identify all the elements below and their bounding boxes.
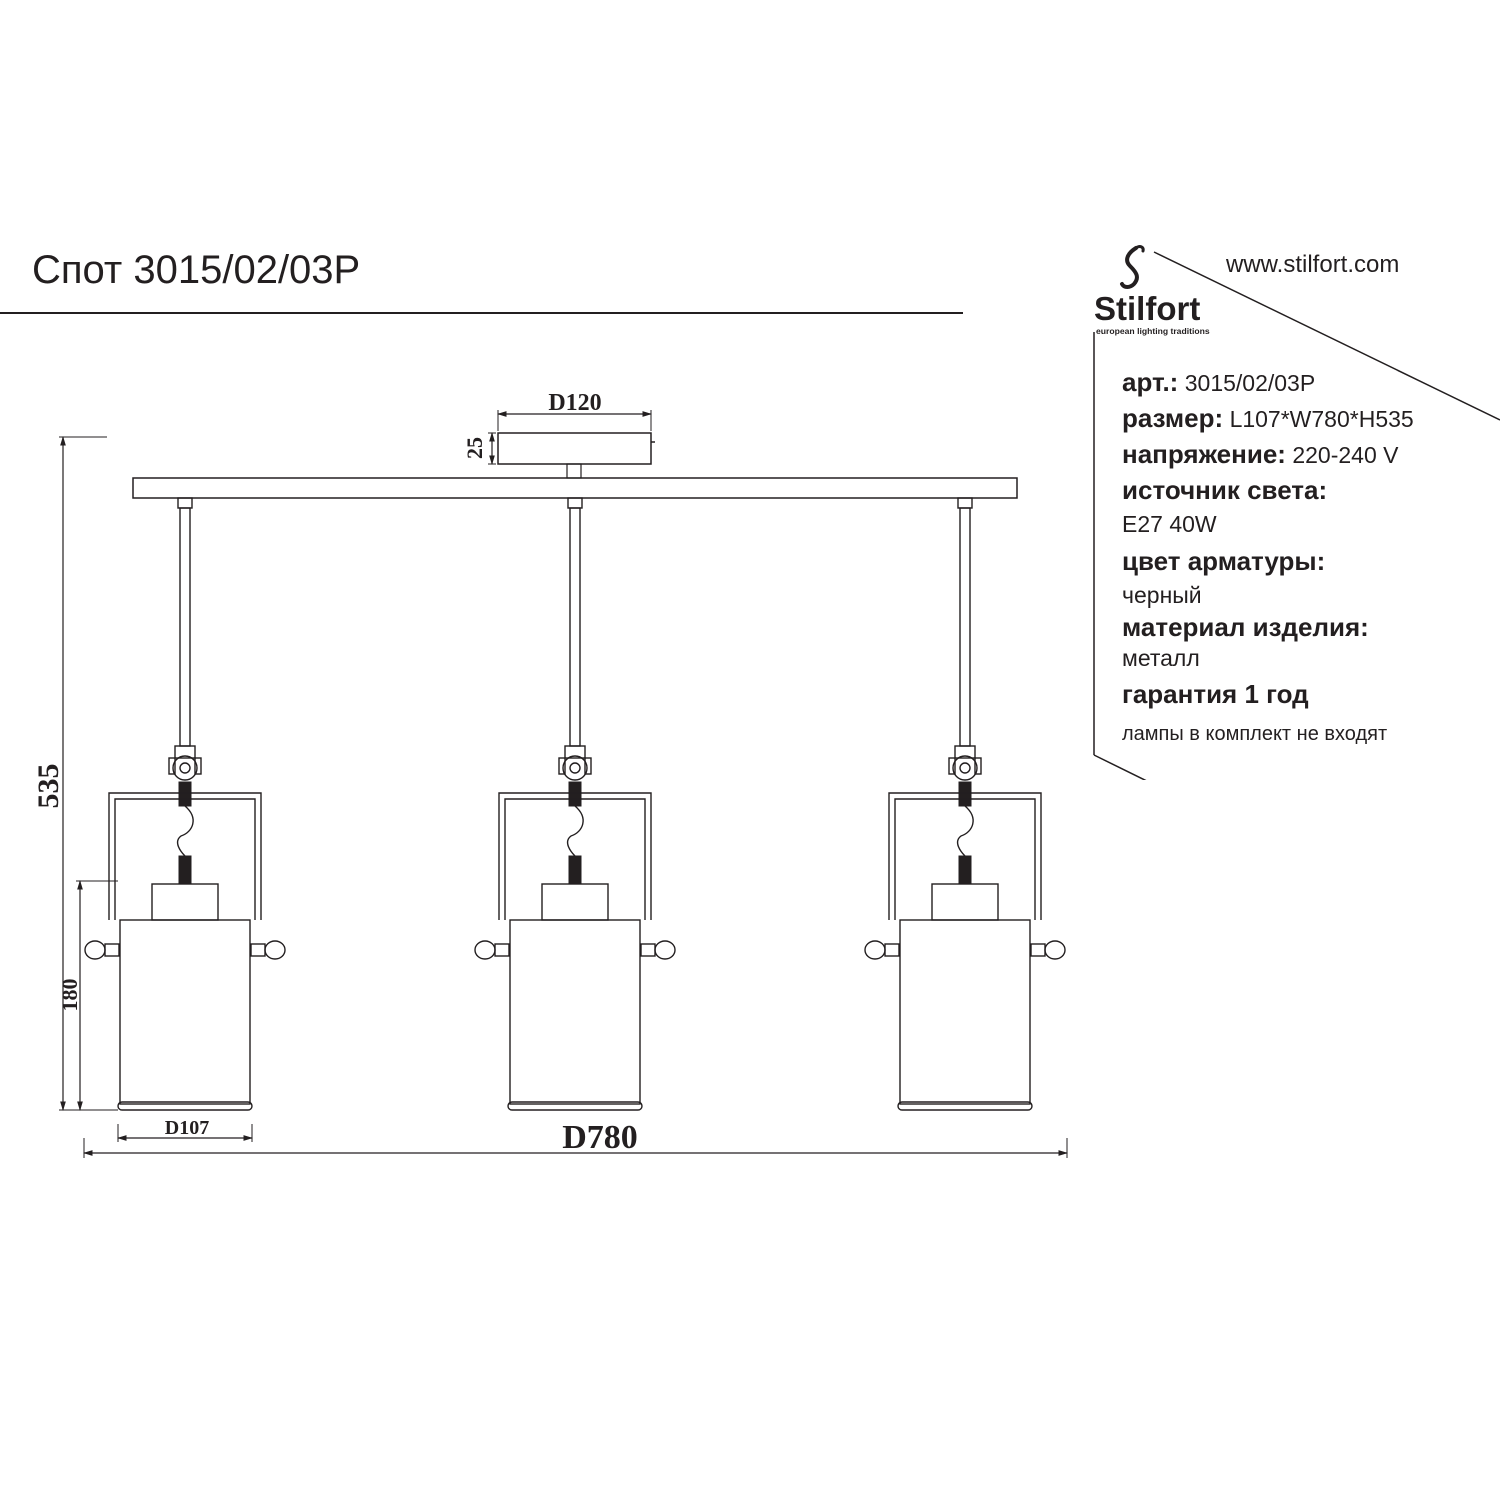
pivot-bolt-left <box>105 944 119 956</box>
shade-body <box>900 920 1030 1104</box>
spec-voltage-value: 220-240 V <box>1292 442 1399 468</box>
brand-name: Stilfort <box>1094 290 1201 327</box>
spec-size-value: L107*W780*H535 <box>1229 406 1414 432</box>
spec-article <box>1122 368 1315 397</box>
suspension-rod <box>180 508 190 746</box>
spec-voltage <box>1122 440 1398 469</box>
swivel-ring <box>953 756 977 780</box>
suspension-rod <box>570 508 580 746</box>
cable-gland-upper <box>569 782 581 806</box>
socket-cap <box>932 884 998 920</box>
spec-material-label-text: материал изделия: <box>1122 612 1369 642</box>
cable-gland-lower <box>959 856 971 884</box>
swivel-pin <box>570 763 580 773</box>
dimension-shade-diameter: D107 <box>164 1117 210 1139</box>
pivot-bolt-left <box>495 944 509 956</box>
rod-joint <box>958 498 972 508</box>
adjustment-knob-left <box>85 941 105 959</box>
spec-fitting-color-value: черный <box>1122 582 1202 608</box>
cable-gland-upper <box>179 782 191 806</box>
dimension-canopy-diameter: D120 <box>548 390 602 416</box>
shade-body <box>120 920 250 1104</box>
adjustment-knob-right <box>1045 941 1065 959</box>
spec-article-label: арт.: <box>1122 367 1179 397</box>
adjustment-knob-left <box>865 941 885 959</box>
pendant-spot-1 <box>85 498 285 1110</box>
mounting-bar <box>133 478 1017 498</box>
dimension-total-height: 535 <box>32 763 65 809</box>
dimension-shade-height: 180 <box>57 978 82 1012</box>
canopy-stem <box>567 464 581 478</box>
spec-fitting-color-label-text: цвет арматуры: <box>1122 546 1326 576</box>
spec-warranty-label: гарантия 1 год <box>1122 679 1309 709</box>
shade-rim <box>898 1102 1032 1110</box>
spec-article-value: 3015/02/03P <box>1184 370 1316 396</box>
spec-size <box>1122 404 1414 433</box>
spec-warranty <box>1122 680 1309 709</box>
swivel-pin <box>180 763 190 773</box>
rod-joint <box>178 498 192 508</box>
spec-light-source-label-text: источник света: <box>1122 475 1328 505</box>
pendant-spot-3 <box>865 498 1065 1110</box>
dimension-canopy-height: 25 <box>462 437 487 459</box>
swivel-ring <box>563 756 587 780</box>
spec-fitting-color-label <box>1122 547 1325 576</box>
page-title: Спот 3015/02/03P <box>32 248 361 292</box>
suspension-rod <box>960 508 970 746</box>
swivel-pin <box>960 763 970 773</box>
adjustment-knob-right <box>265 941 285 959</box>
spec-material-label <box>1122 613 1369 642</box>
pivot-bolt-right <box>641 944 655 956</box>
pivot-bolt-right <box>1031 944 1045 956</box>
spec-light-source-label <box>1122 476 1327 505</box>
cable-gland-upper <box>959 782 971 806</box>
canopy <box>498 433 651 464</box>
shade-rim <box>508 1102 642 1110</box>
spec-note: лампы в комплект не входят <box>1122 723 1388 745</box>
shade-rim <box>118 1102 252 1110</box>
lamp-group <box>85 498 1065 1110</box>
rod-joint <box>568 498 582 508</box>
power-cable <box>958 806 974 856</box>
pivot-bolt-left <box>885 944 899 956</box>
spec-material-value: металл <box>1122 645 1200 671</box>
swivel-ring <box>173 756 197 780</box>
brand-tagline: european lighting traditions <box>1096 326 1210 336</box>
shade-body <box>510 920 640 1104</box>
socket-cap <box>542 884 608 920</box>
socket-cap <box>152 884 218 920</box>
pivot-bolt-right <box>251 944 265 956</box>
spec-voltage-label: напряжение: <box>1122 439 1286 469</box>
spec-light-source-value: E27 40W <box>1122 511 1217 537</box>
spec-size-label: размер: <box>1122 403 1224 433</box>
pendant-spot-2 <box>475 498 675 1110</box>
adjustment-knob-right <box>655 941 675 959</box>
cable-gland-lower <box>569 856 581 884</box>
adjustment-knob-left <box>475 941 495 959</box>
power-cable <box>178 806 194 856</box>
dimension-total-width: D780 <box>562 1119 638 1156</box>
website-link[interactable]: www.stilfort.com <box>1226 251 1400 278</box>
power-cable <box>568 806 584 856</box>
cable-gland-lower <box>179 856 191 884</box>
